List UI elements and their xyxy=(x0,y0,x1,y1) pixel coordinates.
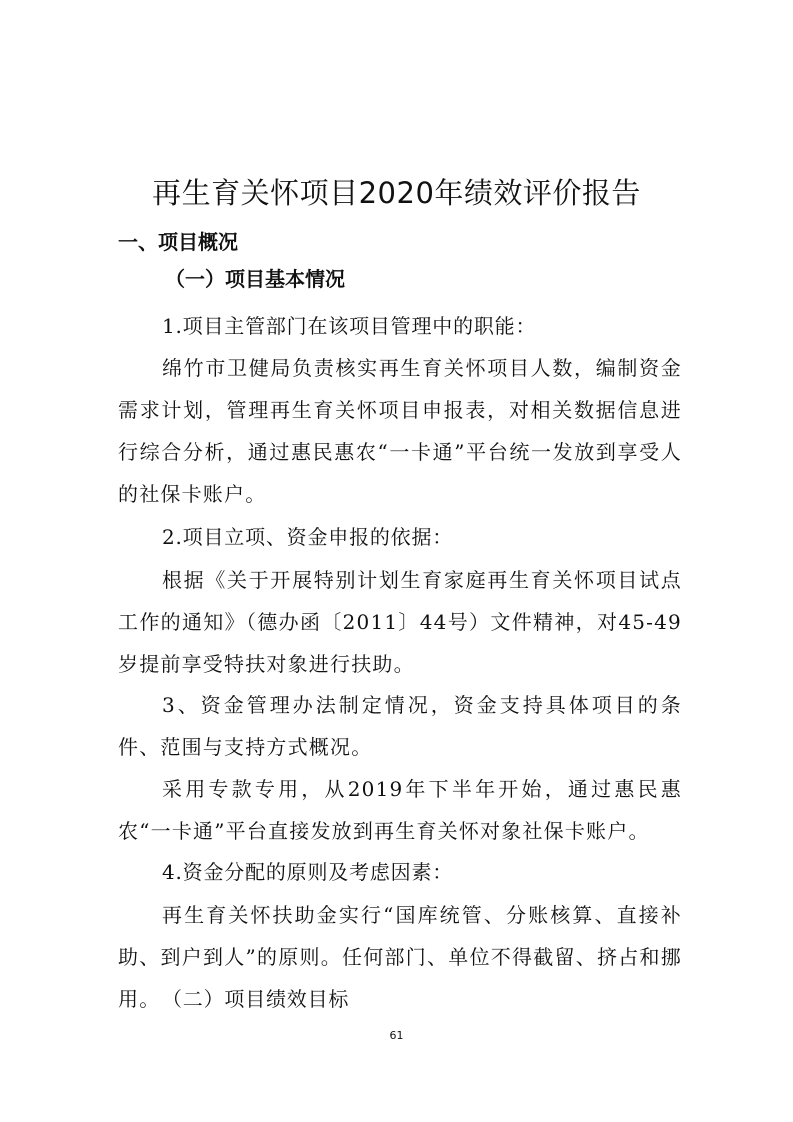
subsection-heading-basic-info: （一）项目基本情况 xyxy=(165,267,345,291)
paragraph-responsibilities: 绵竹市卫健局负责核实再生育关怀项目人数，编制资金需求计划，管理再生育关怀项目申报表，对相关数据信息进行综合分析，通过惠民惠农“一卡通”平台统一发放到享受人的社保卡账户。 xyxy=(118,356,682,506)
paragraph-basis: 根据《关于开展特别计划生育家庭再生育关怀项目试点工作的通知》（德办函〔2011〕44号）文件精神，对45-49岁提前享受特扶对象进行扶助。 xyxy=(118,568,682,676)
paragraph-item-4-heading: 4.资金分配的原则及考虑因素： xyxy=(162,860,454,884)
subsection-heading-performance-goals: （二）项目绩效目标 xyxy=(162,987,350,1011)
paragraph-fund-usage: 采用专款专用，从2019年下半年开始，通过惠民惠农“一卡通”平台直接发放到再生育关怀对象社保卡账户。 xyxy=(118,777,682,843)
paragraph-allocation-principle: 再生育关怀扶助金实行“国库统管、分账核算、直接补助、到户到人”的原则。任何部门、单位不得截留、挤占和挪用。 xyxy=(118,903,682,1011)
page-number: 61 xyxy=(389,1029,404,1042)
paragraph-item-3-heading: 3、资金管理办法制定情况，资金支持具体项目的条件、范围与支持方式概况。 xyxy=(118,693,682,759)
document-title: 再生育关怀项目2020年绩效评价报告 xyxy=(152,176,641,210)
paragraph-item-2-heading: 2.项目立项、资金申报的依据： xyxy=(162,525,454,549)
section-heading-project-overview: 一、项目概况 xyxy=(118,230,238,254)
paragraph-item-1-heading: 1.项目主管部门在该项目管理中的职能： xyxy=(162,314,537,338)
